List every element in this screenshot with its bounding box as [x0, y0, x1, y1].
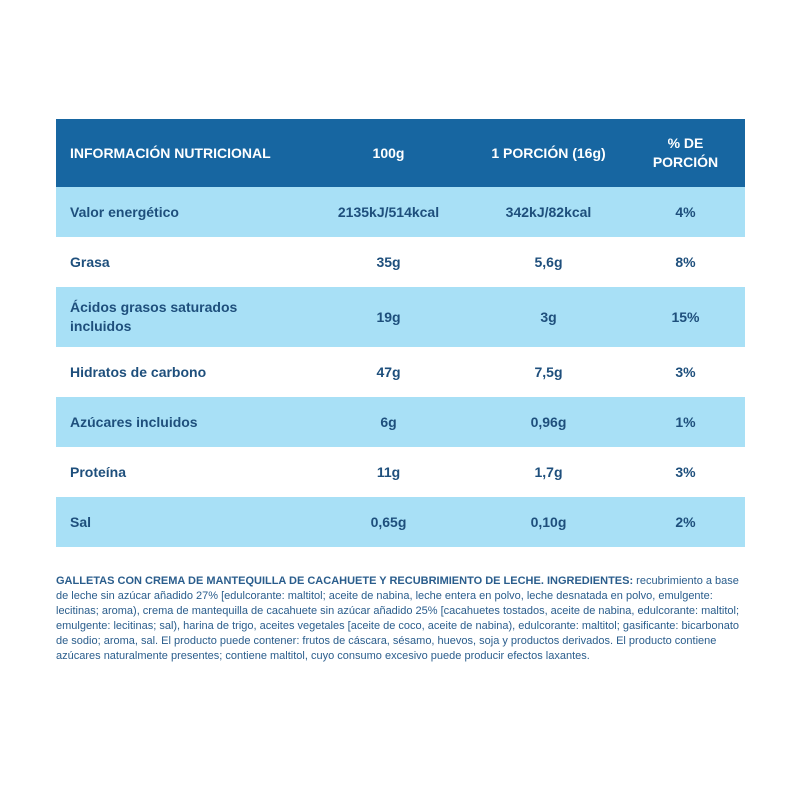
- row-per-100g: 0,65g: [370, 514, 407, 530]
- row-label: [56, 287, 306, 347]
- row-per-100g: 11g: [376, 464, 401, 480]
- row-per-100g: 47g: [376, 364, 401, 380]
- ingredients-text: [56, 574, 748, 664]
- row-per-portion: 0,96g: [530, 414, 567, 430]
- row-per-100g: 6g: [380, 414, 397, 430]
- header-percent-line1: % DE: [667, 135, 704, 151]
- header-per-100g: 100g: [372, 145, 405, 161]
- row-per-100g: 35g: [376, 254, 401, 270]
- row-label: Hidratos de carbono: [70, 363, 207, 380]
- row-per-portion: 1,7g: [534, 464, 563, 480]
- header-nutrient: INFORMACIÓN NUTRICIONAL: [70, 145, 271, 161]
- row-per-portion: 3g: [540, 309, 557, 325]
- row-per-portion: 5,6g: [534, 254, 563, 270]
- row-percent: 3%: [675, 364, 696, 380]
- table-row: [56, 447, 745, 497]
- row-percent: 8%: [675, 254, 696, 270]
- row-label: Grasa: [70, 253, 110, 270]
- row-per-100g: 2135kJ/514kcal: [337, 204, 440, 220]
- table-row: [56, 287, 745, 347]
- ingredients-lead: GALLETAS CON CREMA DE MANTEQUILLA DE CACAHUETE Y RECUBRIMIENTO DE LECHE. INGREDIENTES:: [56, 575, 634, 587]
- row-per-portion: 7,5g: [534, 364, 563, 380]
- row-label: Sal: [70, 513, 92, 530]
- nutrition-table: [56, 119, 745, 547]
- header-percent-portion: [626, 119, 745, 187]
- table-row: [56, 237, 745, 287]
- row-label: Azúcares incluidos: [70, 413, 198, 430]
- row-percent: 2%: [675, 514, 696, 530]
- row-percent: 4%: [675, 204, 696, 220]
- row-label: Valor energético: [70, 203, 179, 220]
- row-per-100g: 19g: [376, 309, 401, 325]
- row-percent: 1%: [675, 414, 696, 430]
- table-row: [56, 497, 745, 547]
- ingredients-body: recubrimiento a base de leche sin azúcar añadido 27% [edulcorante: maltitol; aceite de nabina, leche entera en polvo, leche desnatada en polvo, emulgente: lecitinas; aroma), crema de mantequilla de cacahuete sin azúcar añadido 25% [cacahuetes tostados, aceite de nabina, edulcorante: maltitol; emulgente: lecitinas; sal), harina de trigo, aceites vegetales [aceite de coco, aceite de nabina), edulcorante: maltitol; gasificante: bicarbonato de sodio; aroma, sal. El producto puede contener: frutos de cáscara, sésamo, huevos, soja y productos derivados. El producto contiene azúcares naturalmente presentes; contiene maltitol, cuyo consumo excesivo puede producir efectos laxantes.: [56, 575, 740, 662]
- table-header-row: [56, 119, 745, 187]
- row-percent: 15%: [671, 309, 700, 325]
- row-per-portion: 342kJ/82kcal: [505, 204, 592, 220]
- row-label: Proteína: [70, 463, 127, 480]
- row-per-portion: 0,10g: [530, 514, 567, 530]
- header-percent-line2: PORCIÓN: [652, 154, 719, 170]
- table-row: [56, 187, 745, 237]
- table-row: [56, 347, 745, 397]
- row-percent: 3%: [675, 464, 696, 480]
- table-row: [56, 397, 745, 447]
- row-label-line2: incluidos: [70, 318, 132, 334]
- header-per-portion: 1 PORCIÓN (16g): [491, 145, 606, 161]
- row-label-line1: Ácidos grasos saturados: [70, 299, 238, 315]
